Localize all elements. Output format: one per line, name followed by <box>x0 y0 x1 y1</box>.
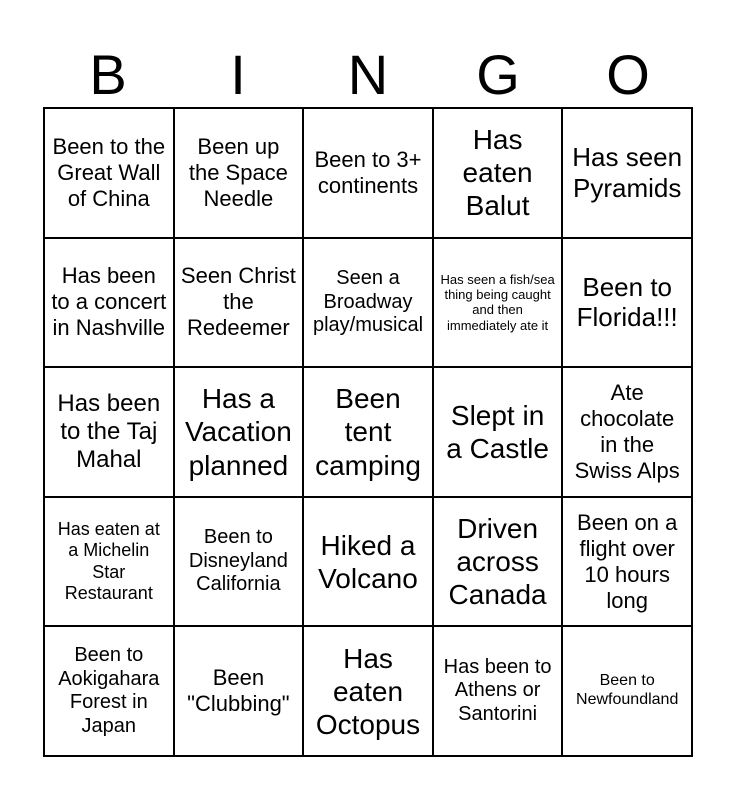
bingo-cell[interactable]: Has eaten Balut <box>433 108 563 238</box>
header-letter-i: I <box>230 43 246 106</box>
bingo-cell[interactable]: Has been to a concert in Nashville <box>44 238 174 368</box>
bingo-cell[interactable]: Been on a flight over 10 hours long <box>562 497 692 627</box>
bingo-cell[interactable]: Seen a Broadway play/musical <box>303 238 433 368</box>
bingo-cell[interactable]: Ate chocolate in the Swiss Alps <box>562 367 692 497</box>
bingo-cell[interactable]: Seen Christ the Redeemer <box>174 238 304 368</box>
bingo-cell[interactable]: Been to Aokigahara Forest in Japan <box>44 626 174 756</box>
bingo-cell[interactable]: Has eaten at a Michelin Star Restaurant <box>44 497 174 627</box>
header-letter-g: G <box>476 43 520 106</box>
bingo-cell[interactable]: Been to Newfoundland <box>562 626 692 756</box>
bingo-cell[interactable]: Slept in a Castle <box>433 367 563 497</box>
header-letter-o: O <box>606 43 650 106</box>
bingo-cell[interactable]: Been up the Space Needle <box>174 108 304 238</box>
bingo-cell[interactable]: Has eaten Octopus <box>303 626 433 756</box>
bingo-cell[interactable]: Hiked a Volcano <box>303 497 433 627</box>
bingo-header <box>43 44 693 106</box>
bingo-cell[interactable]: Has a Vacation planned <box>174 367 304 497</box>
header-letter-n: N <box>347 43 389 106</box>
bingo-cell[interactable]: Been to the Great Wall of China <box>44 108 174 238</box>
bingo-cell[interactable]: Been to Disneyland California <box>174 497 304 627</box>
header-letter-b: B <box>89 43 127 106</box>
bingo-cell[interactable]: Been to 3+ continents <box>303 108 433 238</box>
bingo-cell[interactable]: Driven across Canada <box>433 497 563 627</box>
bingo-grid <box>43 107 693 757</box>
bingo-cell[interactable]: Has seen Pyramids <box>562 108 692 238</box>
bingo-cell[interactable]: Been to Florida!!! <box>562 238 692 368</box>
bingo-cell[interactable]: Has been to the Taj Mahal <box>44 367 174 497</box>
bingo-cell[interactable]: Has seen a fish/sea thing being caught and then immediately ate it <box>433 238 563 368</box>
bingo-cell[interactable]: Been "Clubbing" <box>174 626 304 756</box>
bingo-cell[interactable]: Been tent camping <box>303 367 433 497</box>
bingo-cell[interactable]: Has been to Athens or Santorini <box>433 626 563 756</box>
